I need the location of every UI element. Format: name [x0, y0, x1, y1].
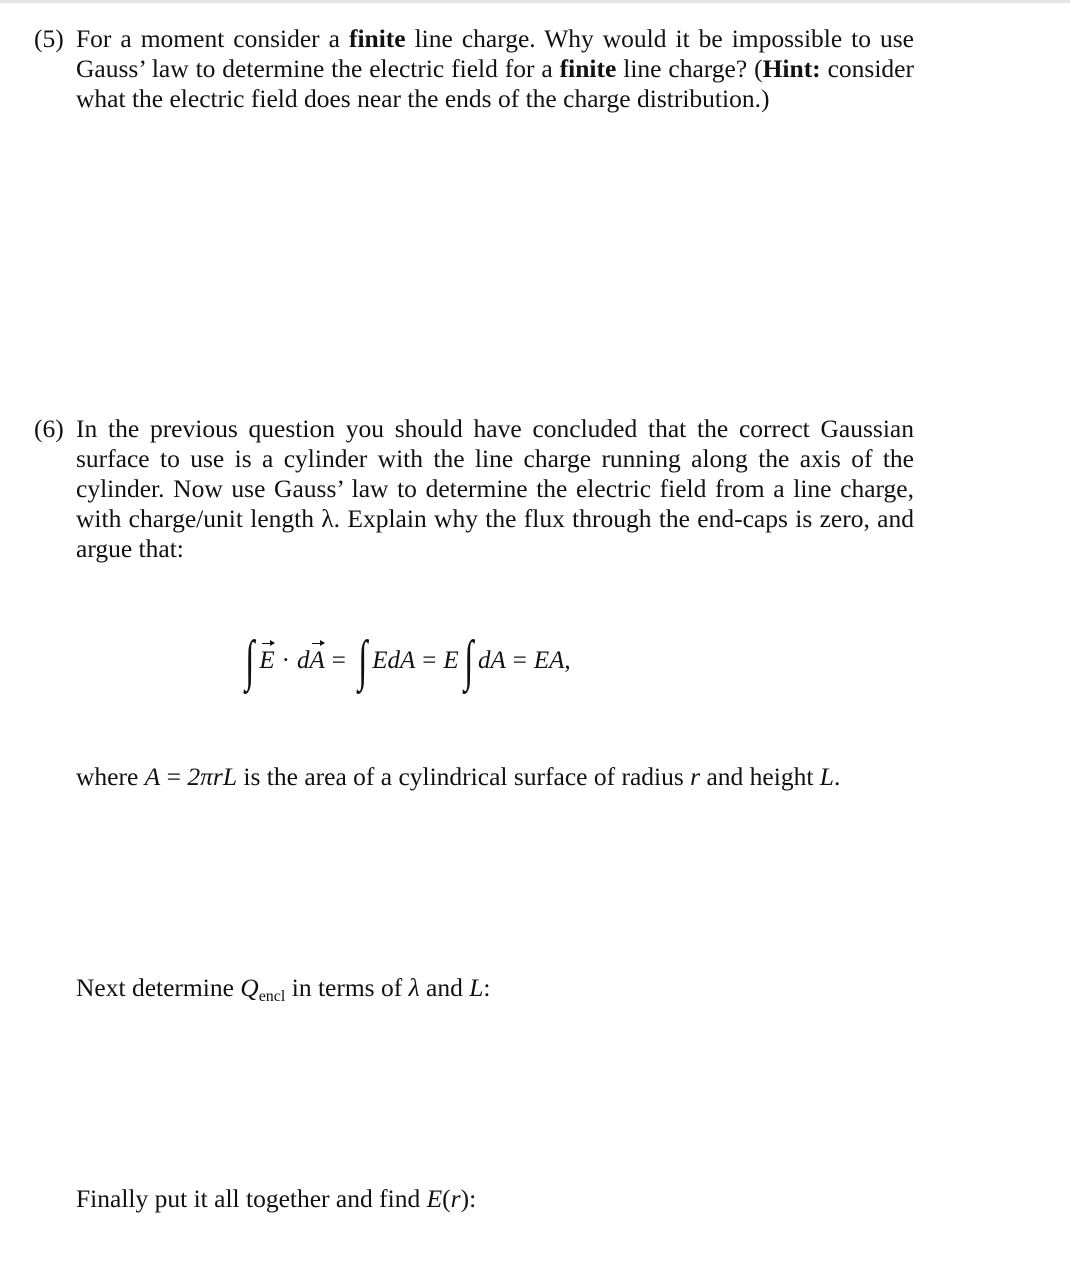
problem-5-text: For a moment consider a finite line charge. Why would it be impossible to use Gauss’ law to determine the electric field for a finite line charge? (Hint: consider what the electric field does near the ends of the charge distribution.) [76, 24, 914, 113]
where-line: where A = 2πrL is the area of a cylindrical surface of radius r and height L. [76, 762, 841, 791]
problem-6-number: (6) [34, 414, 64, 443]
emphasis-finite: finite [348, 24, 406, 53]
area-vector: A [309, 647, 325, 674]
area-formula: 2πrL [187, 762, 238, 791]
final-step-line: Finally put it all together and find E(r): [76, 1184, 477, 1213]
hint-label: Hint: [762, 54, 821, 83]
integral-sign: ∫ [357, 630, 368, 692]
next-step-line: Next determine $Q_{encl}$ in terms of λ and L: [76, 973, 491, 1005]
integral-sign: ∫ [245, 630, 255, 692]
e-field-vector: E [259, 647, 275, 674]
term-da: dA [477, 647, 506, 674]
integral-sign: ∫ [463, 630, 473, 692]
dot-operator: · [281, 647, 290, 674]
top-border [0, 0, 1070, 3]
problem-6 [34, 414, 914, 564]
term-ea: EA [533, 647, 565, 674]
emphasis-finite: finite [559, 54, 617, 83]
equals-sign: = [422, 647, 437, 674]
term-eda: EdA [372, 647, 416, 674]
problem-5 [34, 24, 914, 114]
term-e: E [443, 647, 459, 674]
equals-sign: = [512, 647, 527, 674]
gauss-law-equation: ∫ E · d A = ∫ EdA = E ∫ dA = EA , [245, 630, 571, 692]
equals-sign: = [331, 647, 346, 674]
problem-5-number: (5) [34, 24, 64, 53]
problem-6-text: In the previous question you should have concluded that the correct Gaussian surface to use is a cylinder with the line charge running along the axis of the cylinder. Now use Gauss’ law to determine the electric field from a line charge, with charge/unit length λ. Explain why the flux through the end-caps is zero, and argue that: [76, 414, 914, 563]
